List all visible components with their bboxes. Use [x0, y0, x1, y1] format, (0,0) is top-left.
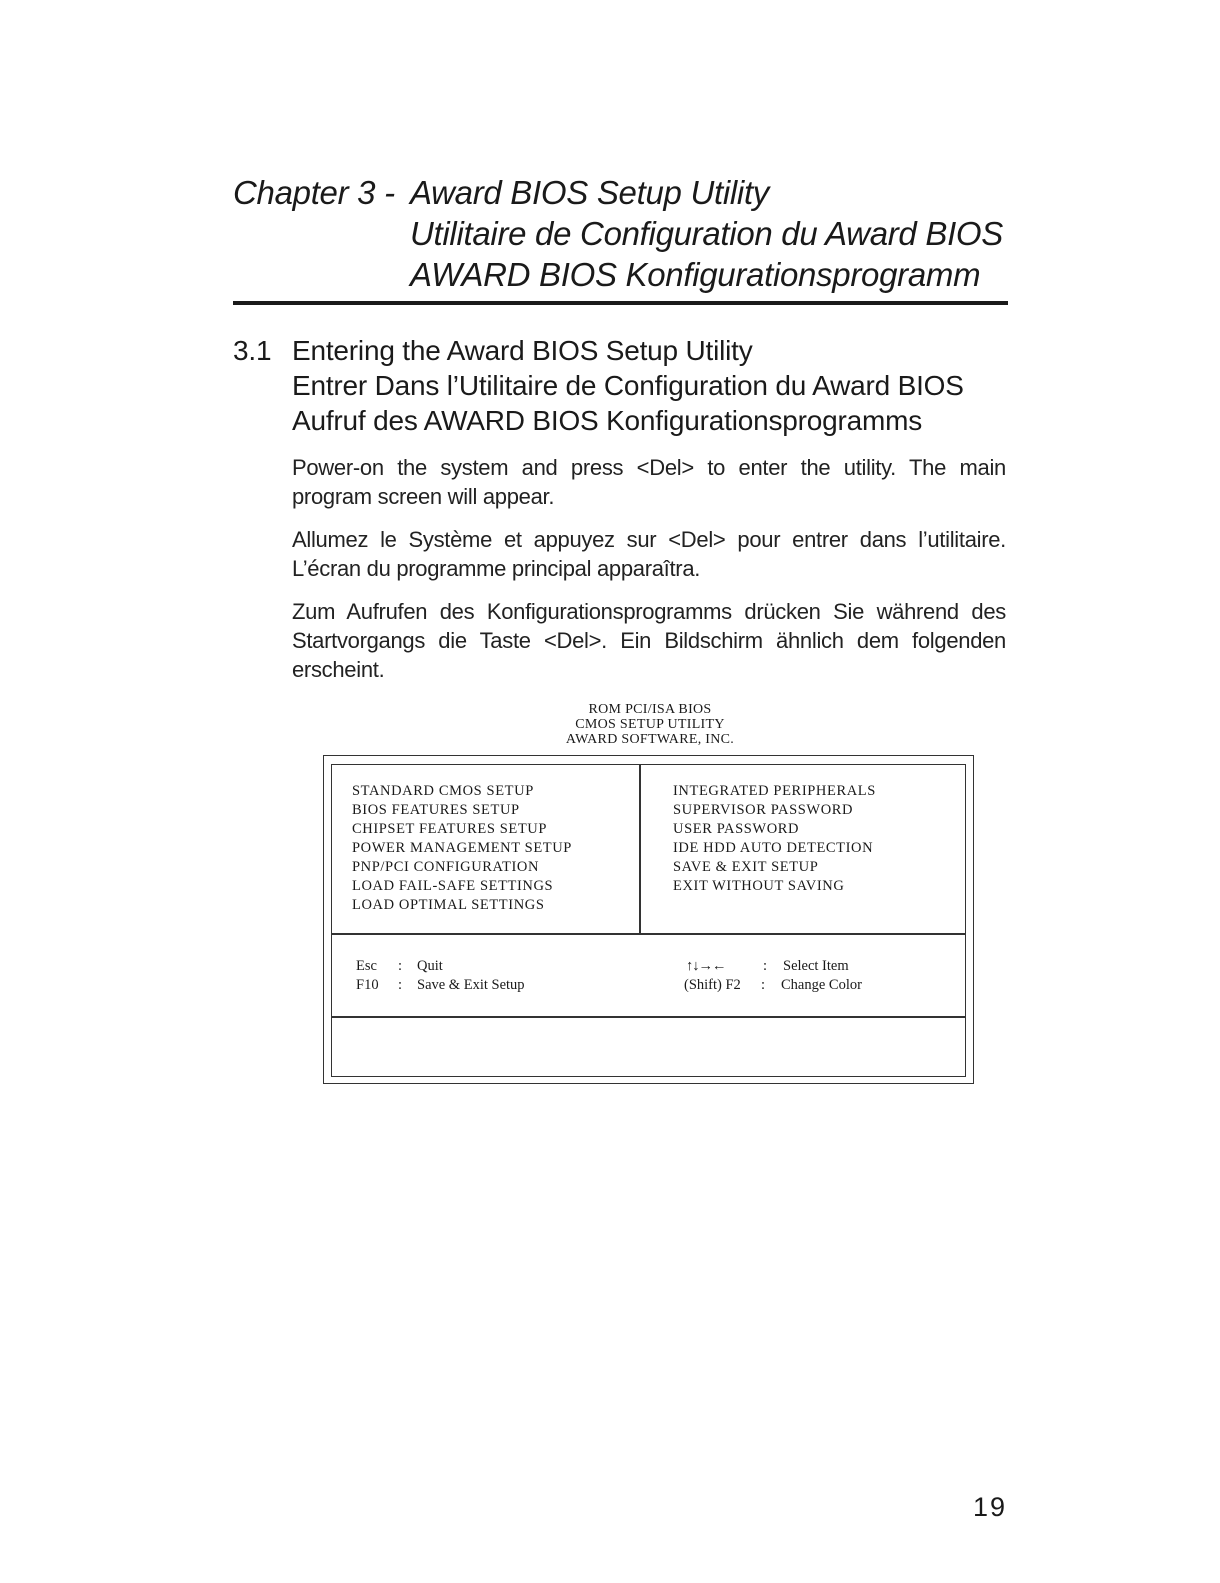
key-separator: :: [761, 977, 766, 993]
menu-item-ide-hdd-auto-detection[interactable]: IDE HDD AUTO DETECTION: [673, 840, 874, 856]
menu-item-exit-without-saving[interactable]: EXIT WITHOUT SAVING: [673, 878, 845, 894]
section-heading: [233, 333, 1008, 438]
key-action-change-color: Change Color: [781, 977, 862, 993]
menu-item-chipset-features-setup[interactable]: CHIPSET FEATURES SETUP: [352, 821, 548, 837]
menu-item-standard-cmos-setup[interactable]: STANDARD CMOS SETUP: [352, 783, 534, 799]
key-legend-row: [684, 957, 862, 976]
bios-header-line: ROM PCI/ISA BIOS: [588, 702, 712, 717]
menu-item-power-management-setup[interactable]: POWER MANAGEMENT SETUP: [352, 840, 572, 856]
chapter-title-en-line: [233, 172, 1008, 213]
bios-header-line: CMOS SETUP UTILITY: [575, 717, 725, 732]
paragraph-fr: Allumez le Système et appuyez sur <Del> pour entrer dans l’utilitaire. L’écran du programme principal apparaîtra.: [292, 527, 1006, 581]
key-action-quit: Quit: [417, 958, 443, 974]
key-legend-row: [356, 976, 525, 995]
chapter-title-fr: Utilitaire de Configuration du Award BIOS: [410, 215, 1004, 252]
bios-status-divider: [332, 1016, 965, 1018]
key-legend-right: [684, 957, 862, 995]
key-legend-row: [684, 976, 862, 995]
key-shift-f2: (Shift) F2: [684, 977, 741, 993]
chapter-title-de: AWARD BIOS Konfigurationsprogramm: [410, 256, 981, 293]
key-f10: F10: [356, 977, 379, 993]
key-legend-row: [356, 957, 525, 976]
page-number: 19: [972, 1492, 1007, 1522]
arrow-keys-icon: ↑↓→←: [686, 958, 726, 974]
paragraph-en: Power-on the system and press <Del> to enter the utility. The main program screen will appear.: [292, 455, 1006, 509]
menu-item-user-password[interactable]: USER PASSWORD: [673, 821, 800, 837]
menu-item-pnp-pci-configuration[interactable]: PNP/PCI CONFIGURATION: [352, 859, 540, 875]
section-title-fr: Entrer Dans l’Utilitaire de Configuration du Award BIOS: [292, 370, 964, 401]
key-legend-left: [356, 957, 525, 995]
bios-header: [450, 702, 850, 747]
chapter-prefix: Chapter 3 -: [233, 174, 395, 211]
menu-item-bios-features-setup[interactable]: BIOS FEATURES SETUP: [352, 802, 520, 818]
chapter-title-en: Award BIOS Setup Utility: [410, 174, 770, 211]
section-number: 3.1: [233, 335, 272, 366]
key-separator: :: [398, 958, 403, 974]
menu-item-load-optimal-settings[interactable]: LOAD OPTIMAL SETTINGS: [352, 897, 545, 913]
bios-header-line: AWARD SOFTWARE, INC.: [565, 732, 735, 747]
key-separator: :: [398, 977, 403, 993]
bios-menu-right: [673, 782, 876, 896]
paragraph-de: Zum Aufrufen des Konfigurationsprogramms drücken Sie während des Startvorgangs die Taste <Del>. Ein Bildschirm ähnlich dem folgenden erscheint.: [292, 599, 1006, 682]
key-esc: Esc: [356, 958, 377, 974]
section-title-de: Aufruf des AWARD BIOS Konfigurationsprogramms: [292, 405, 923, 436]
bios-menu-left: [352, 782, 572, 915]
section-title-en: Entering the Award BIOS Setup Utility: [292, 335, 753, 366]
body-text: [292, 453, 1006, 698]
bios-menu-divider: [639, 765, 641, 934]
chapter-divider: [233, 301, 1008, 305]
menu-item-load-fail-safe-settings[interactable]: LOAD FAIL-SAFE SETTINGS: [352, 878, 554, 894]
key-separator: :: [763, 958, 768, 974]
menu-item-save-exit-setup[interactable]: SAVE & EXIT SETUP: [673, 859, 819, 875]
chapter-heading: [233, 172, 1008, 295]
bios-keys-divider: [332, 933, 965, 935]
key-action-select-item: Select Item: [783, 958, 849, 974]
key-action-save-exit: Save & Exit Setup: [417, 977, 525, 993]
bios-status-line: [340, 1030, 955, 1060]
menu-item-supervisor-password[interactable]: SUPERVISOR PASSWORD: [673, 802, 854, 818]
menu-item-integrated-peripherals[interactable]: INTEGRATED PERIPHERALS: [673, 783, 876, 799]
